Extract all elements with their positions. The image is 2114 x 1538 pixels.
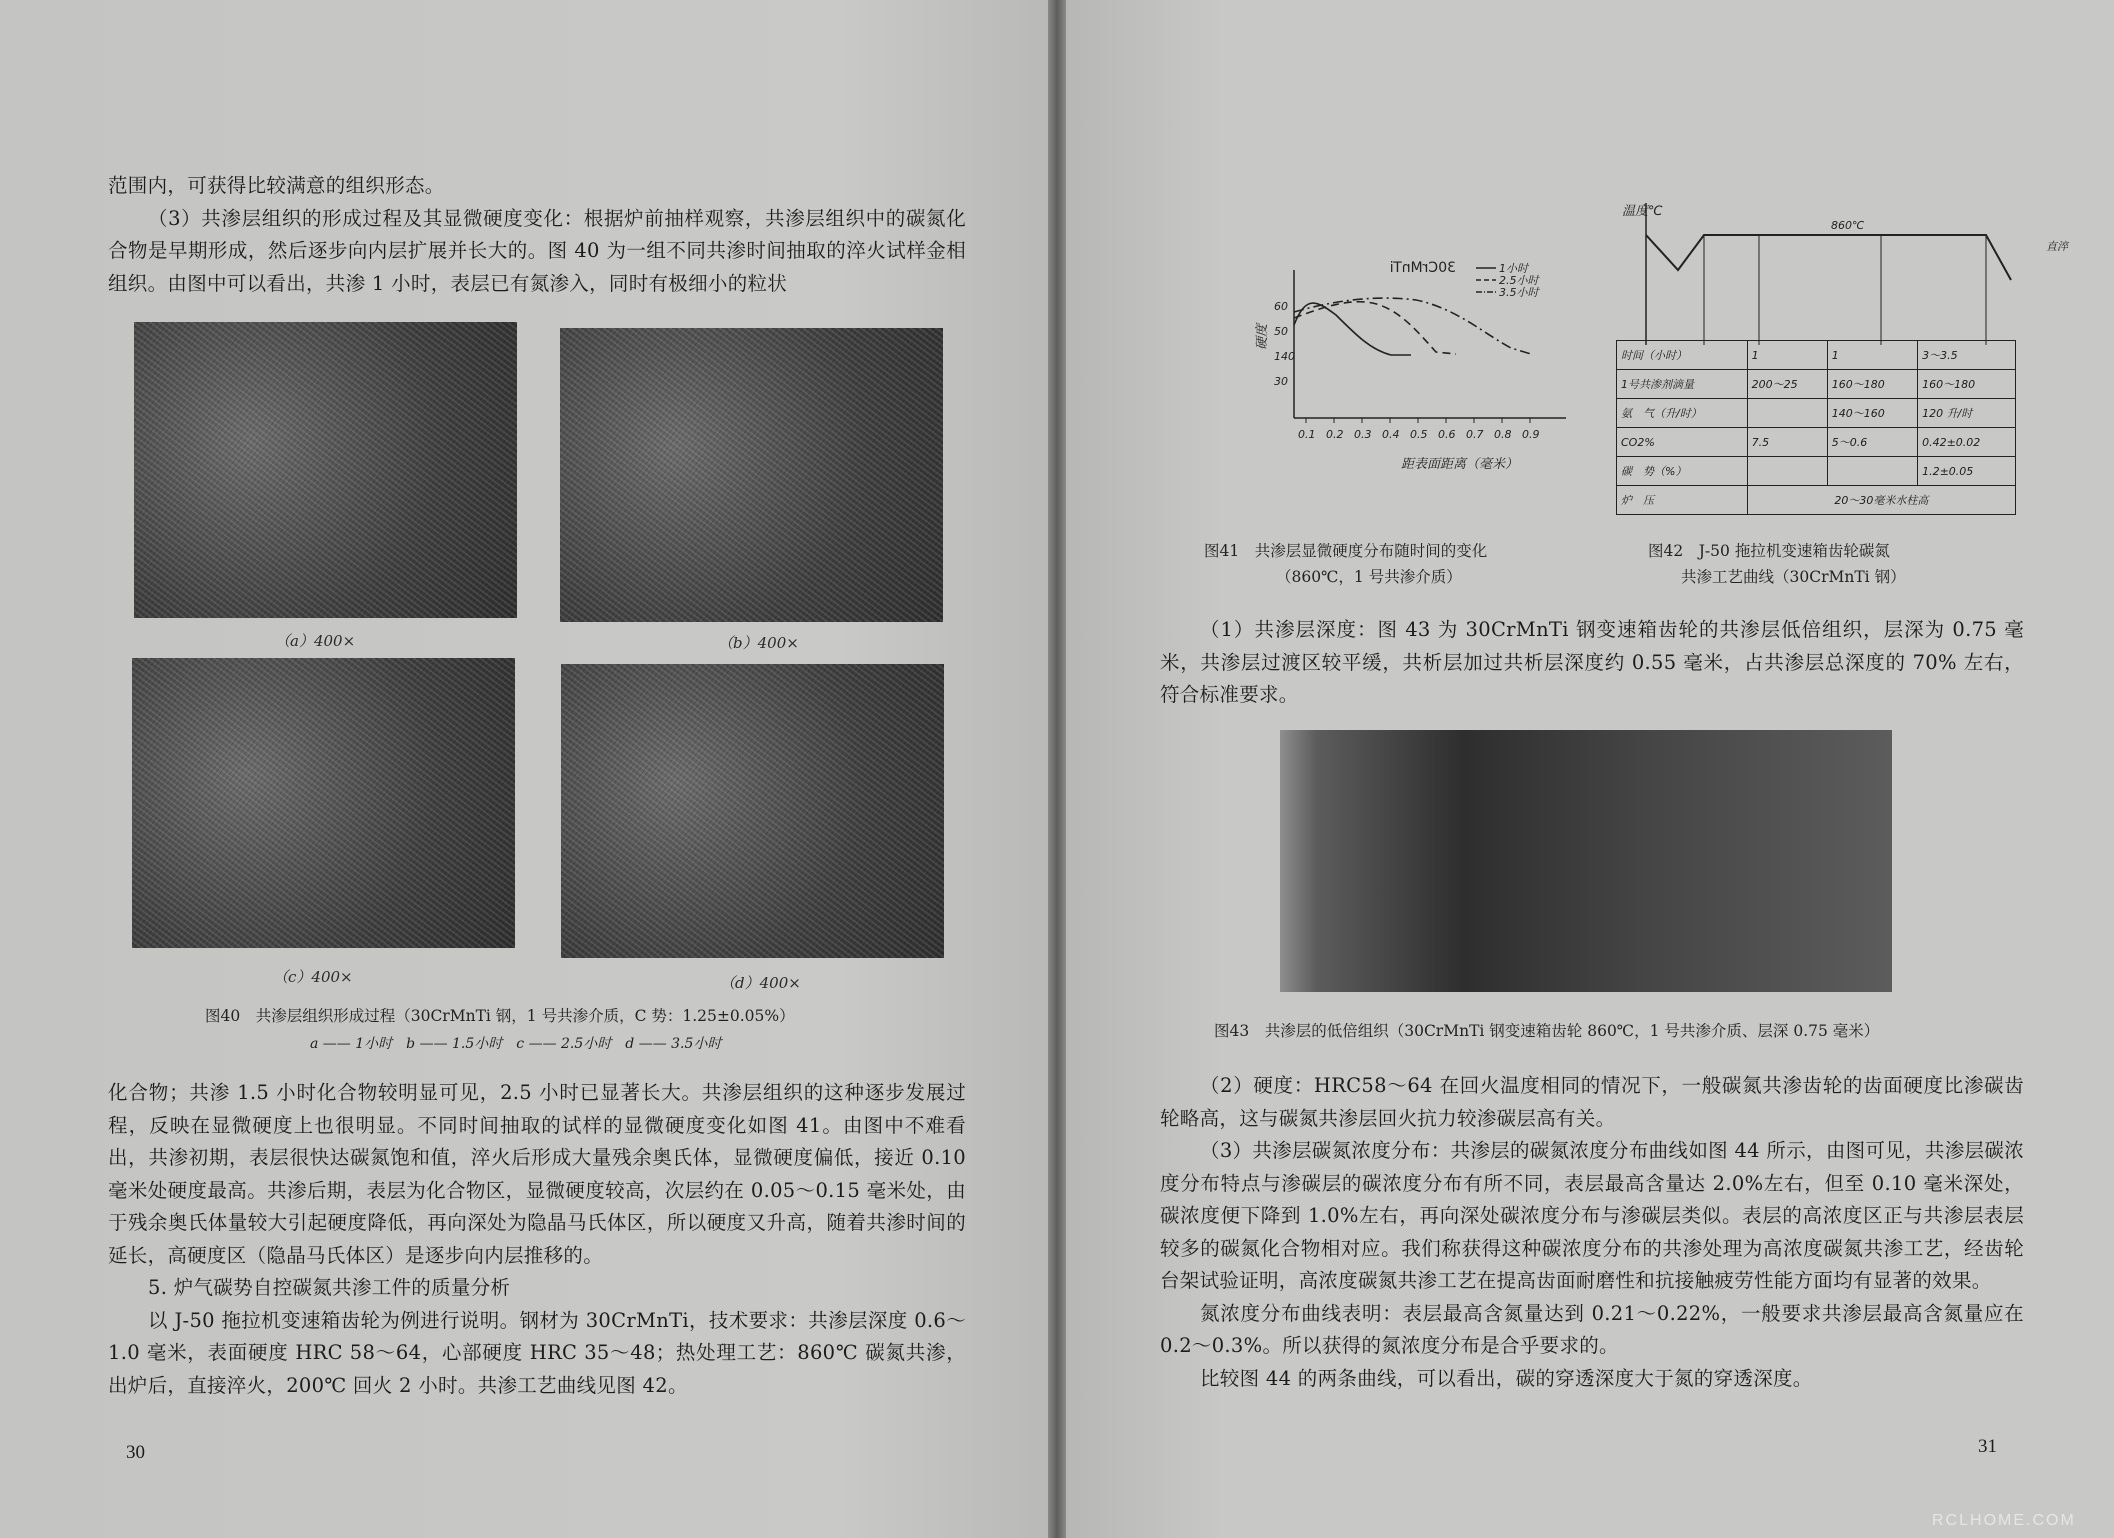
table-cell: 200～25 xyxy=(1747,370,1827,399)
analysis-text xyxy=(1160,1070,2024,1395)
fig41-xtick: 0.7 xyxy=(1466,428,1484,441)
table-cell: 7.5 xyxy=(1747,428,1827,457)
intro-text xyxy=(108,170,966,300)
micrograph-c xyxy=(132,658,515,948)
table-cell: CO2% xyxy=(1617,428,1748,457)
table-cell xyxy=(1747,399,1827,428)
table-cell: 0.42±0.02 xyxy=(1918,428,2016,457)
paragraph: （1）共渗层深度：图 43 为 30CrMnTi 钢变速箱齿轮的共渗层低倍组织，层深为 0.75 毫米，共渗层过渡区较平缓，共析层加过共析层深度约 0.55 毫米，占共渗层总深度的 70% 左右，符合标准要求。 xyxy=(1160,618,2024,706)
micrograph-b xyxy=(560,328,943,622)
table-cell: 20～30毫米水柱高 xyxy=(1747,486,2015,515)
paragraph: （2）硬度：HRC58～64 在回火温度相同的情况下，一般碳氮共渗齿轮的齿面硬度比渗碳齿轮略高，这与碳氮共渗层回火抗力较渗碳层高有关。 xyxy=(1160,1074,2024,1130)
fig41-curve-3h5 xyxy=(1294,298,1531,354)
fig43-caption: 图43 共渗层的低倍组织（30CrMnTi 钢变速箱齿轮 860℃，1 号共渗介质、层深 0.75 毫米） xyxy=(1214,1022,1880,1040)
fig41-curve-2h5 xyxy=(1294,302,1456,354)
table-cell: 1 xyxy=(1747,341,1827,370)
table-row xyxy=(1617,457,2016,486)
legend-2h5: 2.5小时 xyxy=(1499,274,1539,287)
table-cell: 1 xyxy=(1827,341,1917,370)
table-row xyxy=(1617,370,2016,399)
right-page xyxy=(1066,0,2114,1538)
fig41-xtick: 0.5 xyxy=(1410,428,1428,441)
fig41-caption-2: （860℃，1 号共渗介质） xyxy=(1276,568,1462,586)
page-number: 30 xyxy=(126,1442,145,1463)
fig41-chart xyxy=(1166,240,1606,480)
fig42-ylabel: 温度℃ xyxy=(1622,204,1663,219)
page-number: 31 xyxy=(1978,1436,1997,1457)
fig41-xtick: 0.9 xyxy=(1522,428,1540,441)
fig43-micrograph xyxy=(1280,730,1892,992)
fig41-ylabel: 硬度 xyxy=(1255,323,1270,350)
fig41-ytick: 140 xyxy=(1274,350,1295,363)
table-cell: 1号共渗剂滴量 xyxy=(1617,370,1748,399)
table-cell: 碳 势（%） xyxy=(1617,457,1748,486)
table-cell: 1.2±0.05 xyxy=(1918,457,2016,486)
table-row xyxy=(1617,486,2016,515)
fig41-xtick: 0.8 xyxy=(1494,428,1512,441)
depth-paragraph xyxy=(1160,614,2024,712)
photo-label-b: （b）400× xyxy=(718,634,799,652)
micrograph-a xyxy=(134,322,517,618)
table-row xyxy=(1617,428,2016,457)
fig41-xtick: 0.6 xyxy=(1438,428,1456,441)
fig42-temp-label: 860℃ xyxy=(1831,219,1865,232)
micrograph-d xyxy=(561,664,944,958)
paragraph: （3）共渗层碳氮浓度分布：共渗层的碳氮浓度分布曲线如图 44 所示，由图可见，共渗层碳浓度分布特点与渗碳层的碳浓度分布有所不同，表层最高含量达 2.0%左右，但至 0.10 毫米深处，碳浓度便下降到 1.0%左右，再向深处碳浓度分布与渗碳层类似。表层的高浓度区正与共渗层表层较多的碳氮化合物相对应。我们称获得这种碳浓度分布的共渗处理为高浓度碳氮共渗工艺，经齿轮台架试验证明，高浓度碳氮共渗工艺在提高齿面耐磨性和抗接触疲劳性能方面均有显著的效果。 xyxy=(1160,1139,2024,1292)
fig41-xtick: 0.1 xyxy=(1298,428,1316,441)
fig41-caption-1: 图41 共渗层显微硬度分布随时间的变化 xyxy=(1204,542,1488,560)
fig42-curve xyxy=(1606,195,2076,345)
fig41-xtick: 0.2 xyxy=(1326,428,1344,441)
paragraph: 氮浓度分布曲线表明：表层最高含氮量达到 0.21～0.22%，一般要求共渗层最高含氮量应在 0.2～0.3%。所以获得的氮浓度分布是合乎要求的。 xyxy=(1160,1301,2024,1357)
table-cell: 160～180 xyxy=(1827,370,1917,399)
fig40-legend: a —— 1小时 b —— 1.5小时 c —— 2.5小时 d —— 3.5小时 xyxy=(310,1036,722,1052)
table-cell xyxy=(1747,457,1827,486)
fig41-ytick: 30 xyxy=(1274,375,1288,388)
fig41-ytick: 60 xyxy=(1274,300,1288,313)
fig41-xtick: 0.4 xyxy=(1382,428,1400,441)
paragraph: 范围内，可获得比较满意的组织形态。 xyxy=(108,174,445,197)
section-heading: 5. 炉气碳势自控碳氮共渗工件的质量分析 xyxy=(148,1276,511,1299)
table-cell: 140～160 xyxy=(1827,399,1917,428)
fig41-xlabel: 距表面距离（毫米） xyxy=(1401,457,1519,472)
table-cell: 时间（小时） xyxy=(1617,341,1748,370)
photo-label-c: （c）400× xyxy=(273,968,353,986)
table-cell: 5～0.6 xyxy=(1827,428,1917,457)
paragraph: 化合物；共渗 1.5 小时化合物较明显可见，2.5 小时已显著长大。共渗层组织的这种逐步发展过程，反映在显微硬度上也很明显。不同时间抽取的试样的显微硬度变化如图 41。由图中不难看出，共渗初期，表层很快达碳氮饱和值，淬火后形成大量残余奥氏体，显微硬度偏低，接近 0.10 毫米处硬度最高。共渗后期，表层为化合物区，显微硬度较高，次层约在 0.05～0.15 毫米处，由于残余奥氏体量较大引起硬度降低，再向深处为隐晶马氏体区，所以硬度又升高，随着共渗时间的延长，高硬度区（隐晶马氏体区）是逐步向内层推移的。 xyxy=(108,1081,966,1267)
fig42-caption-1: 图42 J-50 拖拉机变速箱齿轮碳氮 xyxy=(1648,542,1890,560)
table-cell: 氨 气（升/时） xyxy=(1617,399,1748,428)
table-row xyxy=(1617,341,2016,370)
fig42-end-label: 直淬 xyxy=(2046,240,2068,253)
table-row xyxy=(1617,399,2016,428)
table-cell: 3～3.5 xyxy=(1918,341,2016,370)
legend-1h: 1小时 xyxy=(1499,262,1528,275)
fig42-process-table xyxy=(1616,340,2016,515)
paragraph: （3）共渗层组织的形成过程及其显微硬度变化：根据炉前抽样观察，共渗层组织中的碳氮化合物是早期形成，然后逐步向内层扩展并长大的。图 40 为一组不同共渗时间抽取的淬火试样金相组织。由图中可以看出，共渗 1 小时，表层已有氮渗入，同时有极细小的粒状 xyxy=(108,206,966,295)
book-spine xyxy=(1048,0,1066,1538)
table-cell: 160～180 xyxy=(1918,370,2016,399)
watermark: RCLHOME.COM xyxy=(1932,1512,2076,1529)
fig40-caption: 图40 共渗层组织形成过程（30CrMnTi 钢，1 号共渗介质，C 势：1.25±0.05%） xyxy=(205,1007,795,1025)
table-cell xyxy=(1827,457,1917,486)
body-text xyxy=(108,1077,966,1402)
table-cell: 120 升/时 xyxy=(1918,399,2016,428)
paragraph: 以 J-50 拖拉机变速箱齿轮为例进行说明。钢材为 30CrMnTi，技术要求：共渗层深度 0.6～1.0 毫米，表面硬度 HRC 58～64，心部硬度 HRC 35～48；热处理工艺：860℃ 碳氮共渗，出炉后，直接淬火，200℃ 回火 2 小时。共渗工艺曲线见图 42。 xyxy=(108,1308,966,1397)
photo-label-a: （a）400× xyxy=(275,632,356,650)
table-cell: 炉 压 xyxy=(1617,486,1748,515)
photo-label-d: （d）400× xyxy=(720,974,801,992)
fig42-caption-2: 共渗工艺曲线（30CrMnTi 钢） xyxy=(1681,568,1906,586)
paragraph: 比较图 44 的两条曲线，可以看出，碳的穿透深度大于氮的穿透深度。 xyxy=(1200,1366,1813,1390)
fig41-xtick: 0.3 xyxy=(1354,428,1372,441)
fig41-mirrored-title: 30CrMnTi xyxy=(1389,260,1456,276)
legend-3h5: 3.5小时 xyxy=(1499,286,1539,299)
fig41-ytick: 50 xyxy=(1274,325,1288,338)
left-page xyxy=(0,0,1048,1538)
